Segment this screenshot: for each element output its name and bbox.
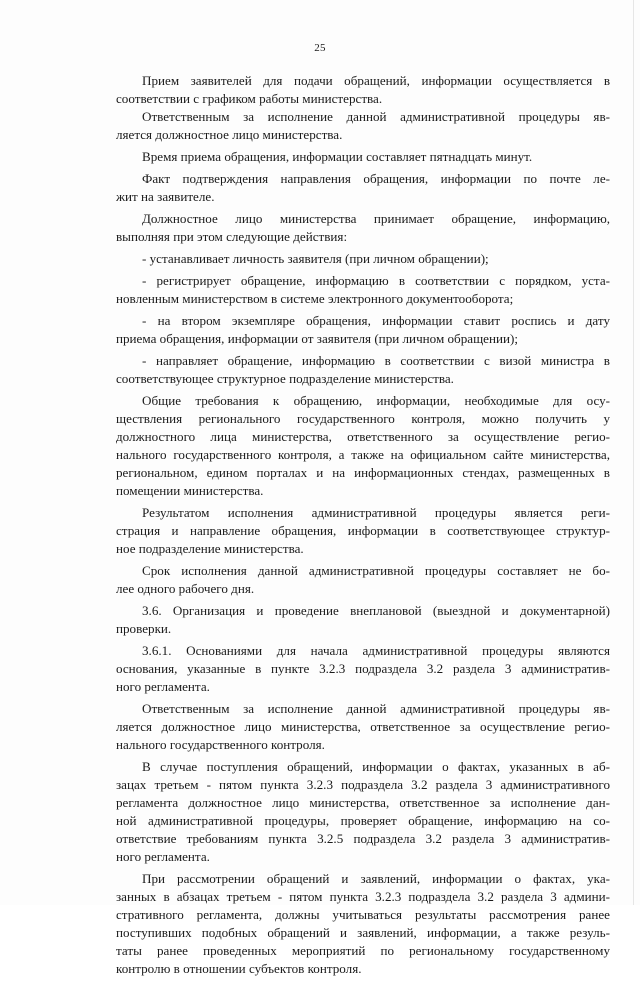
text-line: зацах третьем - пятом пункта 3.2.3 подраздела 3.2 раздела 3 административного [116, 777, 610, 792]
paragraph-p9 [116, 352, 610, 388]
text-line: ное подразделение министерства. [116, 541, 304, 556]
text-line: соответствии с графиком работы министерства. [116, 91, 383, 106]
paragraph-p2 [116, 108, 610, 144]
text-line: В случае поступления обращений, информации о фактах, указанных в аб- [142, 759, 610, 774]
paragraph-p5 [116, 210, 610, 246]
text-line: ществления регионального государственного контроля, можно получить у [116, 411, 610, 426]
text-line: регламента должностное лицо министерства, ответственное за исполнение дан- [116, 795, 610, 810]
text-line: 3.6.1. Основаниями для начала административной процедуры являются [142, 643, 610, 658]
text-line: Ответственным за исполнение данной административной процедуры яв- [142, 701, 610, 716]
text-line: - на втором экземпляре обращения, информации ставит роспись и дату [142, 313, 610, 328]
paragraph-p14 [116, 642, 610, 696]
text-line: 3.6. Организация и проведение внеплановой (выездной и документарной) [142, 603, 610, 618]
text-line: ляется должностное лицо министерства. [116, 127, 343, 142]
text-line: жит на заявителе. [116, 189, 215, 204]
text-line: новленным министерством в системе электронного документооборота; [116, 291, 514, 306]
text-line: Общие требования к обращению, информации, необходимые для осу- [142, 393, 610, 408]
paragraph-p1 [116, 72, 610, 108]
text-line: - регистрирует обращение, информацию в соответствии с порядком, уста- [142, 273, 610, 288]
paragraph-p6 [116, 250, 610, 268]
paragraph-p7 [116, 272, 610, 308]
text-line: ной административной процедуры, проверяет обращение, информацию на со- [116, 813, 610, 828]
text-line: региональном, едином порталах и на информационных стендах, размещенных в [116, 465, 610, 480]
text-line: проверки. [116, 621, 172, 636]
paragraph-p17 [116, 870, 610, 978]
text-line: ного регламента. [116, 849, 210, 864]
text-line: контролю в отношении субъектов контроля. [116, 961, 362, 976]
document-body [116, 72, 610, 982]
paragraph-p16 [116, 758, 610, 866]
text-line: таты ранее проведенных мероприятий по региональному государственному [116, 943, 610, 958]
text-line: Срок исполнения данной административной процедуры составляет не бо- [142, 563, 610, 578]
text-line: занных в абзацах третьем - пятом пункта 3.2.3 подраздела 3.2 раздела 3 админи- [116, 889, 610, 904]
paragraph-p13 [116, 602, 610, 638]
text-line: страция и направление обращения, информации в соответствующее структур- [116, 523, 610, 538]
text-line: поступивших подобных обращений и заявлений, информации, а также резуль- [116, 925, 610, 940]
text-line: основания, указанные в пункте 3.2.3 подраздела 3.2 раздела 3 административ- [116, 661, 610, 676]
page-number: 25 [314, 42, 326, 54]
text-line: помещении министерства. [116, 483, 264, 498]
paragraph-p12 [116, 562, 610, 598]
text-line: должностного лица министерства, ответственного за осуществление регио- [116, 429, 610, 444]
text-line: приема обращения, информации от заявителя (при личном обращении); [116, 331, 518, 346]
paragraph-p10 [116, 392, 610, 500]
text-line: ляется должностное лицо министерства, ответственное за осуществление регио- [116, 719, 610, 734]
text-line: Время приема обращения, информации составляет пятнадцать минут. [142, 149, 533, 164]
paragraph-p3 [116, 148, 610, 166]
text-line: Должностное лицо министерства принимает обращение, информацию, [142, 211, 610, 226]
text-line: При рассмотрении обращений и заявлений, информации о фактах, ука- [142, 871, 610, 886]
text-line: стративного регламента, должны учитываться результаты рассмотрения ранее [116, 907, 610, 922]
text-line: нального государственного контроля. [116, 737, 325, 752]
text-line: - направляет обращение, информацию в соответствии с визой министра в [142, 353, 610, 368]
text-line: Прием заявителей для подачи обращений, информации осуществляется в [142, 73, 610, 88]
text-line: - устанавливает личность заявителя (при личном обращении); [142, 251, 489, 266]
text-line: лее одного рабочего дня. [116, 581, 255, 596]
paragraph-p11 [116, 504, 610, 558]
text-line: ного регламента. [116, 679, 210, 694]
scan-edge-line [633, 0, 634, 905]
paragraph-p4 [116, 170, 610, 206]
text-line: нального государственного контроля, а также на официальном сайте министерства, [116, 447, 610, 462]
text-line: ответствие требованиям пункта 3.2.5 подраздела 3.2 раздела 3 административ- [116, 831, 610, 846]
text-line: Результатом исполнения административной процедуры является реги- [142, 505, 610, 520]
text-line: выполняя при этом следующие действия: [116, 229, 348, 244]
text-line: Факт подтверждения направления обращения, информации по почте ле- [142, 171, 610, 186]
paragraph-p15 [116, 700, 610, 754]
paragraph-p8 [116, 312, 610, 348]
text-line: Ответственным за исполнение данной административной процедуры яв- [142, 109, 610, 124]
text-line: соответствующее структурное подразделение министерства. [116, 371, 454, 386]
